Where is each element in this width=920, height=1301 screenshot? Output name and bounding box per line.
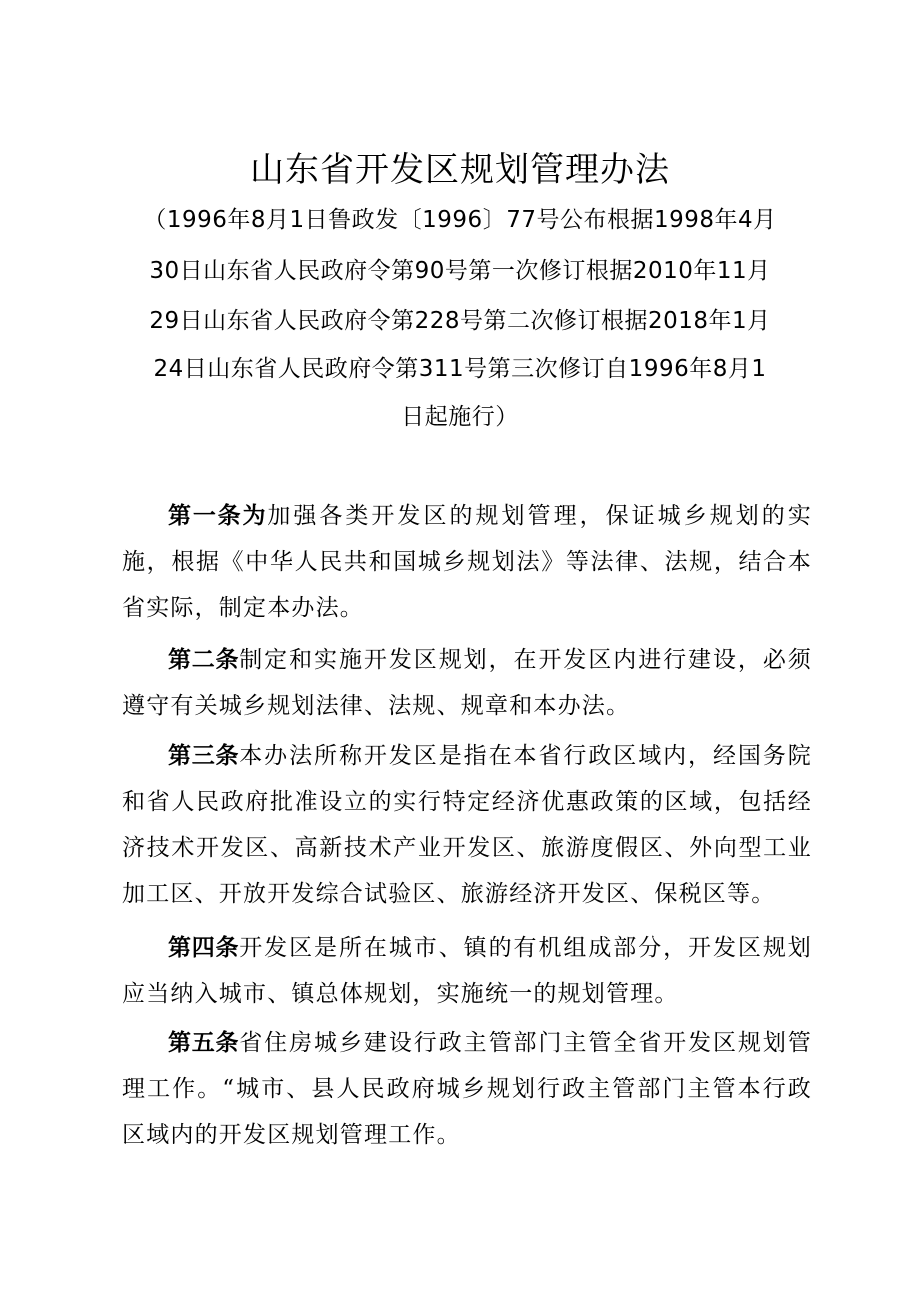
article-5-text: 省住房城乡建设行政主管部门主管全省开发区规划管理工作。“城市、县人民政府城乡规划行政主管部门主管本行政区域内的开发区规划管理工作。 bbox=[122, 1030, 813, 1148]
article-4-label: 第四条 bbox=[168, 935, 240, 961]
article-3 bbox=[122, 733, 812, 917]
subtitle-line-2: 30日山东省人民政府令第90号第一次修订根据2010年11月 bbox=[149, 258, 771, 284]
article-1-label: 第一条为 bbox=[168, 503, 268, 529]
article-5-label: 第五条 bbox=[168, 1030, 240, 1056]
article-2-text: 制定和实施开发区规划，在开发区内进行建设，必须遵守有关城乡规划法律、法规、规章和本办法。 bbox=[122, 647, 813, 719]
article-2-label: 第二条 bbox=[168, 647, 240, 673]
subtitle-line-1: （1996年8月1日鲁政发〔1996〕77号公布根据1998年4月 bbox=[143, 207, 777, 233]
subtitle-line-5: 日起施行） bbox=[401, 404, 519, 430]
article-4-text: 开发区是所在城市、镇的有机组成部分，开发区规划应当纳入城市、镇总体规划，实施统一的规划管理。 bbox=[122, 935, 813, 1007]
article-5 bbox=[122, 1020, 812, 1158]
subtitle-line-3: 29日山东省人民政府令第228号第二次修订根据2018年1月 bbox=[149, 308, 771, 334]
subtitle-line-4: 24日山东省人民政府令第311号第三次修订自1996年8月1 bbox=[153, 356, 767, 382]
document-title: 山东省开发区规划管理办法 bbox=[250, 150, 670, 190]
article-3-label: 第三条 bbox=[168, 743, 240, 769]
article-4 bbox=[122, 925, 812, 1017]
article-1 bbox=[122, 493, 812, 631]
article-3-text: 本办法所称开发区是指在本省行政区域内，经国务院和省人民政府批准设立的实行特定经济优惠政策的区域，包括经济技术开发区、高新技术产业开发区、旅游度假区、外向型工业加工区、开放开发综合试验区、旅游经济开发区、保税区等。 bbox=[122, 743, 813, 907]
article-1-text: 加强各类开发区的规划管理，保证城乡规划的实施，根据《中华人民共和国城乡规划法》等法律、法规，结合本省实际，制定本办法。 bbox=[122, 503, 813, 621]
article-2 bbox=[122, 637, 812, 729]
